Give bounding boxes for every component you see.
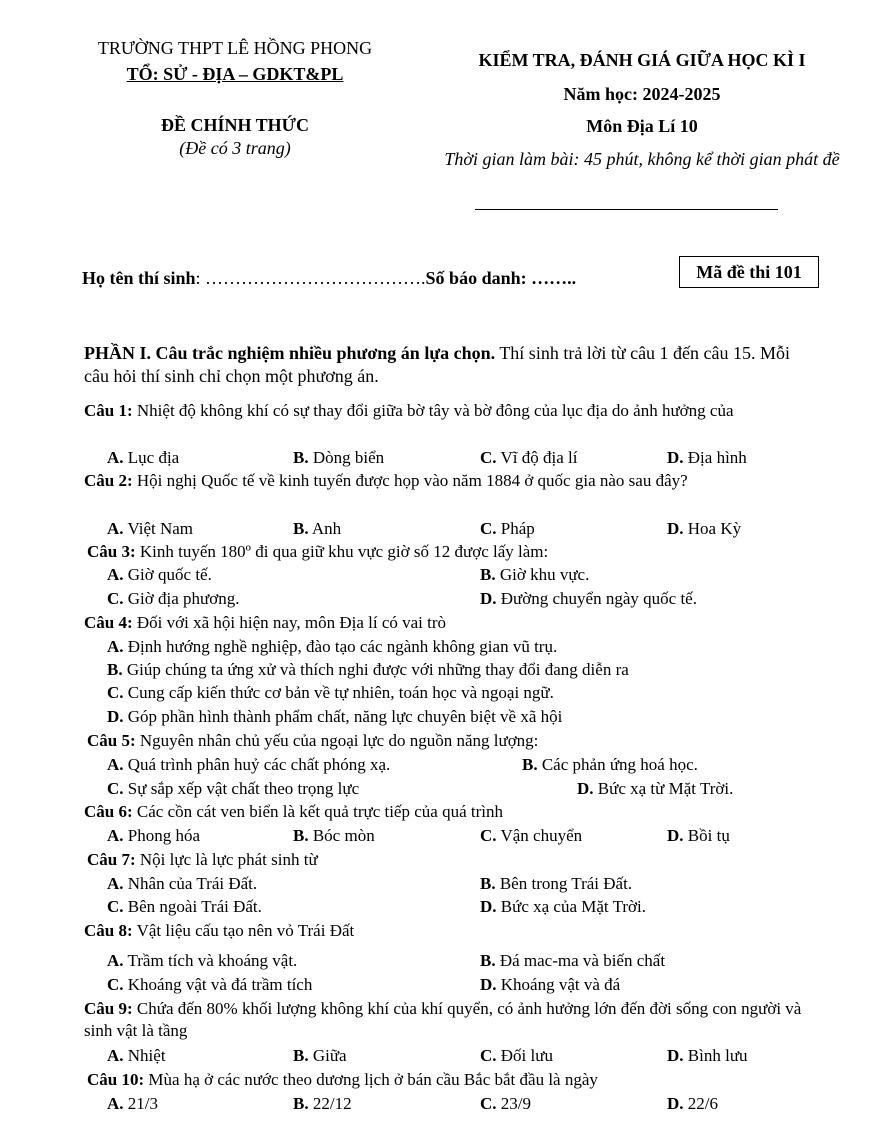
option-d: D. Đường chuyển ngày quốc tế. — [480, 589, 697, 608]
student-info-line — [82, 268, 576, 289]
option-a: A. Việt Nam — [107, 519, 194, 538]
option-a: A. Định hướng nghề nghiệp, đào tạo các ngành không gian vũ trụ. — [107, 637, 558, 656]
option-d: D. Bức xạ của Mặt Trời. — [480, 897, 647, 916]
question-label: Câu 5: — [87, 731, 136, 750]
option-c: C. Cung cấp kiến thức cơ bản về tự nhiên, toán học và ngoại ngữ. — [107, 683, 554, 702]
question-2 — [84, 470, 814, 492]
student-name-blank: : ………………………………. — [195, 268, 426, 288]
option-c: C. Sự sắp xếp vật chất theo trọng lực — [107, 779, 360, 798]
official-label: ĐỀ CHÍNH THỨC — [160, 115, 310, 135]
department-name: TỔ: SỬ - ĐỊA – GDKT&PL — [126, 64, 344, 84]
subject: Môn Địa Lí 10 — [586, 116, 698, 136]
question-8 — [84, 920, 814, 942]
question-label: Câu 9: — [84, 999, 133, 1018]
question-4 — [84, 612, 814, 634]
question-text: Kinh tuyến 180º đi qua giữ khu vực giờ số 12 được lấy làm: — [135, 542, 549, 561]
part-one-heading — [84, 342, 814, 388]
question-10 — [87, 1069, 817, 1091]
option-b: B. Đá mac-ma và biến chất — [480, 951, 666, 970]
option-b: B. 22/12 — [293, 1094, 352, 1113]
question-text: Đối với xã hội hiện nay, môn Địa lí có vai trò — [132, 613, 447, 632]
option-d: D. Bức xạ từ Mặt Trời. — [577, 779, 734, 798]
option-a: A. Lục địa — [107, 448, 180, 467]
option-a: A. 21/3 — [107, 1094, 159, 1113]
question-5 — [87, 730, 817, 752]
option-b: B. Bên trong Trái Đất. — [480, 874, 633, 893]
option-a: A. Nhân của Trái Đất. — [107, 874, 258, 893]
question-text: Mùa hạ ở các nước theo dương lịch ở bán cầu Bắc bắt đầu là ngày — [144, 1070, 598, 1089]
school-name: TRƯỜNG THPT LÊ HỒNG PHONG — [97, 38, 373, 58]
option-c: C. 23/9 — [480, 1094, 532, 1113]
option-c: C. Đối lưu — [480, 1046, 553, 1065]
option-a: A. Nhiệt — [107, 1046, 166, 1065]
question-text: Hội nghị Quốc tế về kinh tuyến được họp vào năm 1884 ở quốc gia nào sau đây? — [132, 471, 688, 490]
exam-code-box: Mã đề thi 101 — [679, 256, 819, 288]
question-text: Nhiệt độ không khí có sự thay đổi giữa bờ tây và bờ đông của lục địa do ảnh hưởng của — [132, 401, 734, 420]
time-allowed: Thời gian làm bài: 45 phút, không kể thời gian phát đề — [444, 149, 840, 169]
question-text: Chứa đến 80% khối lượng không khí của khí quyển, có ảnh hưởng lớn đến đời sống con người và sinh vật là tầng — [84, 999, 802, 1040]
question-7 — [87, 849, 817, 871]
option-c: C. Vĩ độ địa lí — [480, 448, 578, 467]
option-d: D. Bồi tụ — [667, 826, 730, 845]
question-label: Câu 2: — [84, 471, 133, 490]
question-label: Câu 8: — [84, 921, 133, 940]
option-d: D. Hoa Kỳ — [667, 519, 742, 538]
question-label: Câu 7: — [87, 850, 136, 869]
option-a: A. Trầm tích và khoáng vật. — [107, 951, 298, 970]
question-label: Câu 4: — [84, 613, 133, 632]
question-1 — [84, 400, 814, 422]
question-text: Nguyên nhân chủ yếu của ngoại lực do nguồn năng lượng: — [135, 731, 539, 750]
option-b: B. Các phản ứng hoá học. — [522, 755, 698, 774]
option-c: C. Bên ngoài Trái Đất. — [107, 897, 262, 916]
option-b: B. Bóc mòn — [293, 826, 375, 845]
option-d: D. Góp phần hình thành phẩm chất, năng lực chuyên biệt về xã hội — [107, 707, 563, 726]
student-name-label: Họ tên thí sinh — [82, 268, 196, 288]
question-text: Các cồn cát ven biển là kết quả trực tiếp của quá trình — [132, 802, 503, 821]
exam-title: KIỂM TRA, ĐÁNH GIÁ GIỮA HỌC KÌ I — [478, 50, 806, 70]
option-d: D. Khoáng vật và đá — [480, 975, 621, 994]
header-divider — [475, 209, 778, 210]
question-label: Câu 6: — [84, 802, 133, 821]
student-id-label: Số báo danh: …….. — [425, 268, 577, 288]
option-b: B. Giúp chúng ta ứng xử và thích nghi được với những thay đổi đang diễn ra — [107, 660, 629, 679]
question-label: Câu 3: — [87, 542, 136, 561]
question-9 — [84, 998, 814, 1042]
option-c: C. Pháp — [480, 519, 535, 538]
question-3 — [87, 541, 817, 563]
school-year: Năm học: 2024-2025 — [563, 84, 721, 104]
option-b: B. Dòng biển — [293, 448, 385, 467]
option-b: B. Anh — [293, 519, 342, 538]
option-a: A. Phong hóa — [107, 826, 201, 845]
option-d: D. Bình lưu — [667, 1046, 748, 1065]
option-b: B. Giờ khu vực. — [480, 565, 590, 584]
page-count: (Đề có 3 trang) — [179, 138, 291, 158]
part-one-instructions: Thí sinh trả lời từ câu 1 đến câu 15. Mỗi câu hỏi thí sinh chỉ chọn một phương án. — [84, 343, 791, 386]
question-6 — [84, 801, 814, 823]
question-label: Câu 1: — [84, 401, 133, 420]
question-text: Vật liệu cấu tạo nên vỏ Trái Đất — [132, 921, 355, 940]
option-b: B. Giữa — [293, 1046, 347, 1065]
option-a: A. Quá trình phân huỷ các chất phóng xạ. — [107, 755, 391, 774]
option-a: A. Giờ quốc tế. — [107, 565, 212, 584]
question-text: Nội lực là lực phát sinh từ — [135, 850, 318, 869]
option-d: D. 22/6 — [667, 1094, 719, 1113]
part-one-title: PHẦN I. Câu trắc nghiệm nhiều phương án lựa chọn. — [84, 343, 496, 363]
option-c: C. Khoáng vật và đá trầm tích — [107, 975, 313, 994]
option-c: C. Vận chuyển — [480, 826, 583, 845]
option-d: D. Địa hình — [667, 448, 747, 467]
question-label: Câu 10: — [87, 1070, 145, 1089]
option-c: C. Giờ địa phương. — [107, 589, 240, 608]
